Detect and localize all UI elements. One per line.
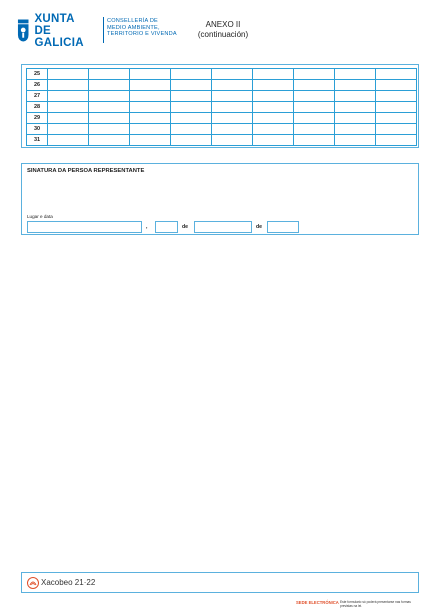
xunta-logo [17, 13, 101, 49]
table-row [27, 135, 417, 146]
table-cell[interactable] [212, 91, 253, 102]
table-cell[interactable] [89, 80, 130, 91]
table-cell[interactable] [48, 80, 89, 91]
table-cell[interactable] [130, 113, 171, 124]
table-cell[interactable] [89, 124, 130, 135]
table-cell[interactable] [130, 69, 171, 80]
table-cell[interactable] [253, 69, 294, 80]
conselleria-line-1: CONSELLERÍA DE [107, 18, 158, 24]
de-separator-1: de [182, 224, 189, 230]
day-label: 27 [27, 91, 48, 102]
table-cell[interactable] [376, 102, 417, 113]
table-cell[interactable] [376, 91, 417, 102]
comma-separator: , [146, 224, 148, 230]
brand-line-1: XUNTA [34, 13, 75, 25]
conselleria-line-2: MEDIO AMBIENTE, [107, 24, 160, 31]
table-cell[interactable] [212, 80, 253, 91]
table-cell[interactable] [130, 91, 171, 102]
table-cell[interactable] [253, 102, 294, 113]
place-field[interactable] [27, 221, 142, 233]
xacobeo-shell-icon [27, 577, 39, 589]
table-cell[interactable] [89, 69, 130, 80]
table-cell[interactable] [171, 135, 212, 146]
table-cell[interactable] [376, 80, 417, 91]
xacobeo-logo-text: Xacobeo 21·22 [41, 578, 96, 587]
table-cell[interactable] [130, 80, 171, 91]
table-cell[interactable] [130, 124, 171, 135]
page-header [0, 0, 439, 52]
table-cell[interactable] [253, 91, 294, 102]
xunta-wordmark [34, 13, 101, 49]
day-label: 30 [27, 124, 48, 135]
sede-note: Este formulario só poderá presentarse nas formas previstas na lei. [340, 600, 411, 608]
table-cell[interactable] [89, 102, 130, 113]
galicia-crest-icon [17, 19, 29, 43]
table-row [27, 113, 417, 124]
table-cell[interactable] [335, 135, 376, 146]
place-date-label: Lugar e data [27, 214, 53, 219]
table-cell[interactable] [171, 69, 212, 80]
days-table [26, 68, 417, 146]
table-cell[interactable] [376, 69, 417, 80]
table-cell[interactable] [89, 91, 130, 102]
table-cell[interactable] [171, 80, 212, 91]
table-cell[interactable] [294, 102, 335, 113]
table-cell[interactable] [294, 135, 335, 146]
table-cell[interactable] [335, 124, 376, 135]
table-cell[interactable] [89, 135, 130, 146]
day-label: 31 [27, 135, 48, 146]
table-cell[interactable] [212, 69, 253, 80]
month-field[interactable] [194, 221, 252, 233]
table-row [27, 80, 417, 91]
day-label: 28 [27, 102, 48, 113]
table-cell[interactable] [294, 69, 335, 80]
table-cell[interactable] [294, 124, 335, 135]
table-cell[interactable] [48, 124, 89, 135]
year-field[interactable] [267, 221, 299, 233]
table-cell[interactable] [48, 69, 89, 80]
day-field[interactable] [155, 221, 178, 233]
logo-divider [103, 17, 104, 43]
table-cell[interactable] [294, 113, 335, 124]
conselleria-name [107, 18, 177, 38]
table-cell[interactable] [212, 102, 253, 113]
conselleria-line-3: TERRITORIO E VIVENDA [107, 31, 177, 38]
brand-line-2: DE GALICIA [34, 25, 84, 49]
table-cell[interactable] [212, 113, 253, 124]
table-cell[interactable] [48, 91, 89, 102]
signature-section [21, 163, 419, 235]
table-cell[interactable] [335, 69, 376, 80]
table-cell[interactable] [335, 91, 376, 102]
table-cell[interactable] [171, 102, 212, 113]
table-row [27, 102, 417, 113]
table-cell[interactable] [212, 135, 253, 146]
table-cell[interactable] [48, 135, 89, 146]
table-cell[interactable] [294, 80, 335, 91]
table-cell[interactable] [48, 113, 89, 124]
table-cell[interactable] [171, 91, 212, 102]
table-cell[interactable] [253, 113, 294, 124]
page-footer [21, 572, 419, 593]
days-table-section [21, 64, 419, 148]
annex-title-text: ANEXO II [205, 20, 241, 29]
day-label: 26 [27, 80, 48, 91]
table-cell[interactable] [376, 124, 417, 135]
table-row [27, 91, 417, 102]
table-cell[interactable] [253, 124, 294, 135]
table-cell[interactable] [376, 135, 417, 146]
table-cell[interactable] [130, 102, 171, 113]
table-row [27, 124, 417, 135]
table-cell[interactable] [212, 124, 253, 135]
table-cell[interactable] [171, 113, 212, 124]
table-cell[interactable] [294, 91, 335, 102]
day-label: 25 [27, 69, 48, 80]
table-row [27, 69, 417, 80]
de-separator-2: de [256, 224, 263, 230]
table-cell[interactable] [89, 113, 130, 124]
annex-subtitle-text: (continuación) [197, 30, 249, 39]
table-cell[interactable] [335, 102, 376, 113]
sede-electronica-logo: SEDE ELECTRÓNICA [296, 600, 339, 605]
signature-title: SINATURA DA PERSOA REPRESENTANTE [27, 168, 145, 174]
table-cell[interactable] [130, 135, 171, 146]
table-cell[interactable] [171, 124, 212, 135]
table-cell[interactable] [335, 113, 376, 124]
table-cell[interactable] [335, 80, 376, 91]
table-cell[interactable] [376, 113, 417, 124]
table-cell[interactable] [253, 135, 294, 146]
annex-title [178, 20, 268, 40]
table-cell[interactable] [48, 102, 89, 113]
table-cell[interactable] [253, 80, 294, 91]
day-label: 29 [27, 113, 48, 124]
